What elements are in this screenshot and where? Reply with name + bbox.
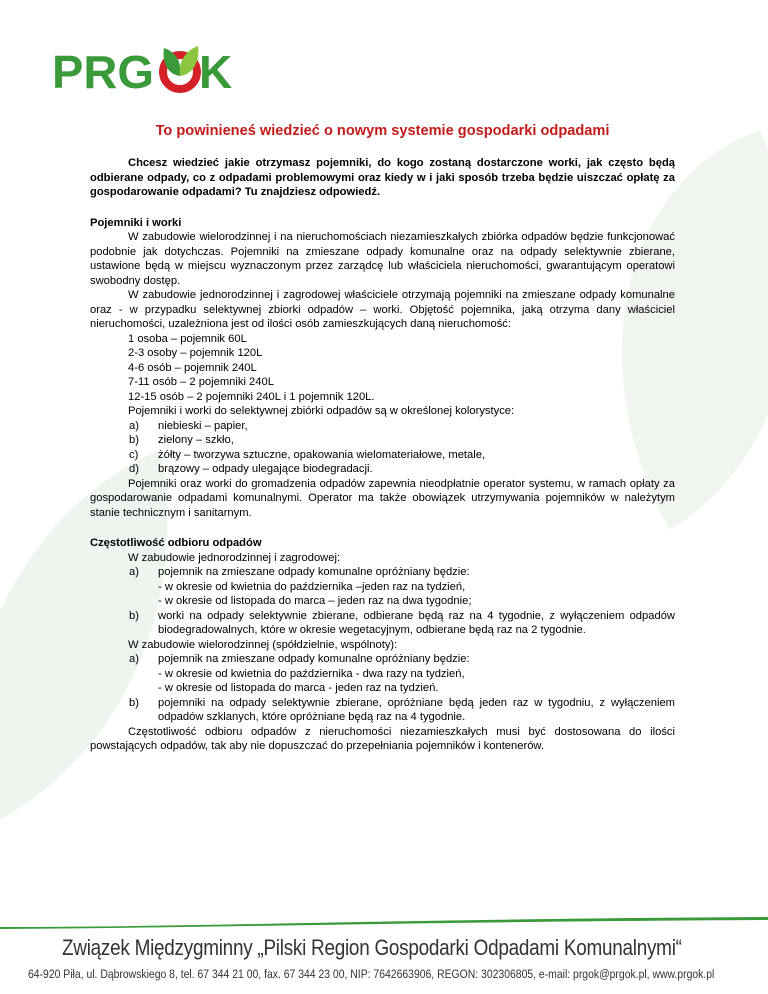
color-list-item: a) niebieski – papier, (129, 419, 248, 432)
frequency-list-item: a) pojemnik na zmieszane odpady komunalne opróżniany będzie: (129, 566, 470, 578)
size-line: 12-15 osób – 2 pojemniki 240L i 1 pojemnik 120L. (128, 390, 375, 403)
color-list-item: b) zielony – szkło, (129, 434, 234, 446)
footer-green-swoosh (0, 915, 768, 929)
frequency-list-item: b) worki na odpady selektywnie zbierane, odbierane będą raz na 4 tygodnie, z wyłączeniem odpadów biodegradowalnych, które w okresie wegetacyjnym, odbierane będą raz na 2 tygodnie. (129, 609, 675, 636)
lead-paragraph: Chcesz wiedzieć jakie otrzymasz pojemniki, do kogo zostaną dostarczone worki, jak często będą odbierane odpady, co z odpadami problemowymi oraz kiedy w i jaki sposób trzeba będzie uiszczać opłatę za gospodarowanie odpadami? Tu znajdziesz odpowiedź. (90, 157, 675, 198)
frequency-list-item: b) pojemniki na odpady selektywnie zbierane, opróżniane będą jeden raz w tygodniu, z wyłączeniem odpadów szklanych, które opróżniane będą raz na 4 tygodnie. (129, 696, 675, 723)
size-line: 4-6 osób – pojemnik 240L (128, 361, 257, 374)
frequency-list-item: a) pojemnik na zmieszane odpady komunalne opróżniany będzie: (129, 653, 470, 665)
logo-o-leaves-icon (163, 46, 198, 89)
frequency-sub-line: - w okresie od kwietnia do października –jeden raz na tydzień, (158, 580, 466, 593)
logo-text-right: K (199, 46, 233, 98)
section-heading-frequency: Częstotliwość odbioru odpadów (90, 537, 262, 549)
prgok-logo (52, 40, 252, 100)
page-footer (0, 915, 768, 994)
containers-paragraph-1: W zabudowie wielorodzinnej i na nieruchomościach niezamieszkałych zbiórka odpadów będzie funkcjonować podobnie jak dotychczas. Pojemniki na zmieszane odpady komunalne oraz na odpady selektywnie zbierane, ustawione będą w miejscu wyznaczonym przez zarządcę lub właściciela nieruchomości, gwarantującym operatowi swobodny dostęp. (90, 231, 675, 287)
footer-organization-name: Związek Międzygminny „Pilski Region Gospodarki Odpadami Komunalnymi“ (62, 935, 682, 960)
containers-paragraph-2: W zabudowie jednorodzinnej i zagrodowej właściciele otrzymają pojemniki na zmieszane odpady komunalne oraz - w przypadku selektywnej zbiorki odpadów – worki. Objętość pojemnika, jaką otrzyma dany właściciel nieruchomości, uzależniona jest od ilości osób zamieszkujących daną nieruchomość: (90, 289, 675, 330)
single-family-caption: W zabudowie jednorodzinnej i zagrodowej: (128, 551, 341, 564)
frequency-final-paragraph: Częstotliwość odbioru odpadów z nieruchomości niezamieszkałych musi być dostosowana do ilości powstających odpadów, tak aby nie dopuszczać do przepełniania pojemników i kontenerów. (90, 725, 675, 752)
color-list-item: d) brązowy – odpady ulegające biodegradacji. (129, 463, 373, 475)
frequency-sub-line: - w okresie od listopada do marca – jeden raz na dwa tygodnie; (158, 595, 472, 607)
frequency-sub-line: - w okresie od listopada do marca - jeden raz na tydzień. (158, 682, 439, 694)
size-line: 2-3 osoby – pojemnik 120L (128, 347, 263, 359)
document-title: To powinieneś wiedzieć o nowym systemie gospodarki odpadami (155, 123, 610, 139)
colors-intro: Pojemniki i worki do selektywnej zbiórki odpadów są w określonej kolorystyce: (128, 405, 515, 417)
logo-text-left: PRG (52, 46, 154, 98)
containers-paragraph-3: Pojemniki oraz worki do gromadzenia odpadów zapewnia nieodpłatnie operator systemu, w ramach opłaty za gospodarowanie odpadami komunalnymi. Operator ma także obowiązek utrzymywania pojemników w należytym stanie technicznym i sanitarnym. (90, 477, 675, 519)
color-list-item: c) żółty – tworzywa sztuczne, opakowania wielomateriałowe, metale, (129, 448, 486, 461)
footer-address: 64-920 Piła, ul. Dąbrowskiego 8, tel. 67 344 21 00, fax. 67 344 23 00, NIP: 7642663906, REGON: 302306805, e-mail: prgok@prgok.pl, www.prgok.pl (28, 967, 715, 981)
multi-family-caption: W zabudowie wielorodzinnej (spółdzielnie, wspólnoty): (128, 638, 398, 651)
size-line: 1 osoba – pojemnik 60L (128, 332, 247, 345)
document-body (90, 122, 675, 754)
section-heading-containers: Pojemniki i worki (90, 216, 182, 229)
size-line: 7-11 osób – 2 pojemniki 240L (128, 376, 274, 388)
frequency-sub-line: - w okresie od kwietnia do października - dwa razy na tydzień, (158, 667, 465, 680)
